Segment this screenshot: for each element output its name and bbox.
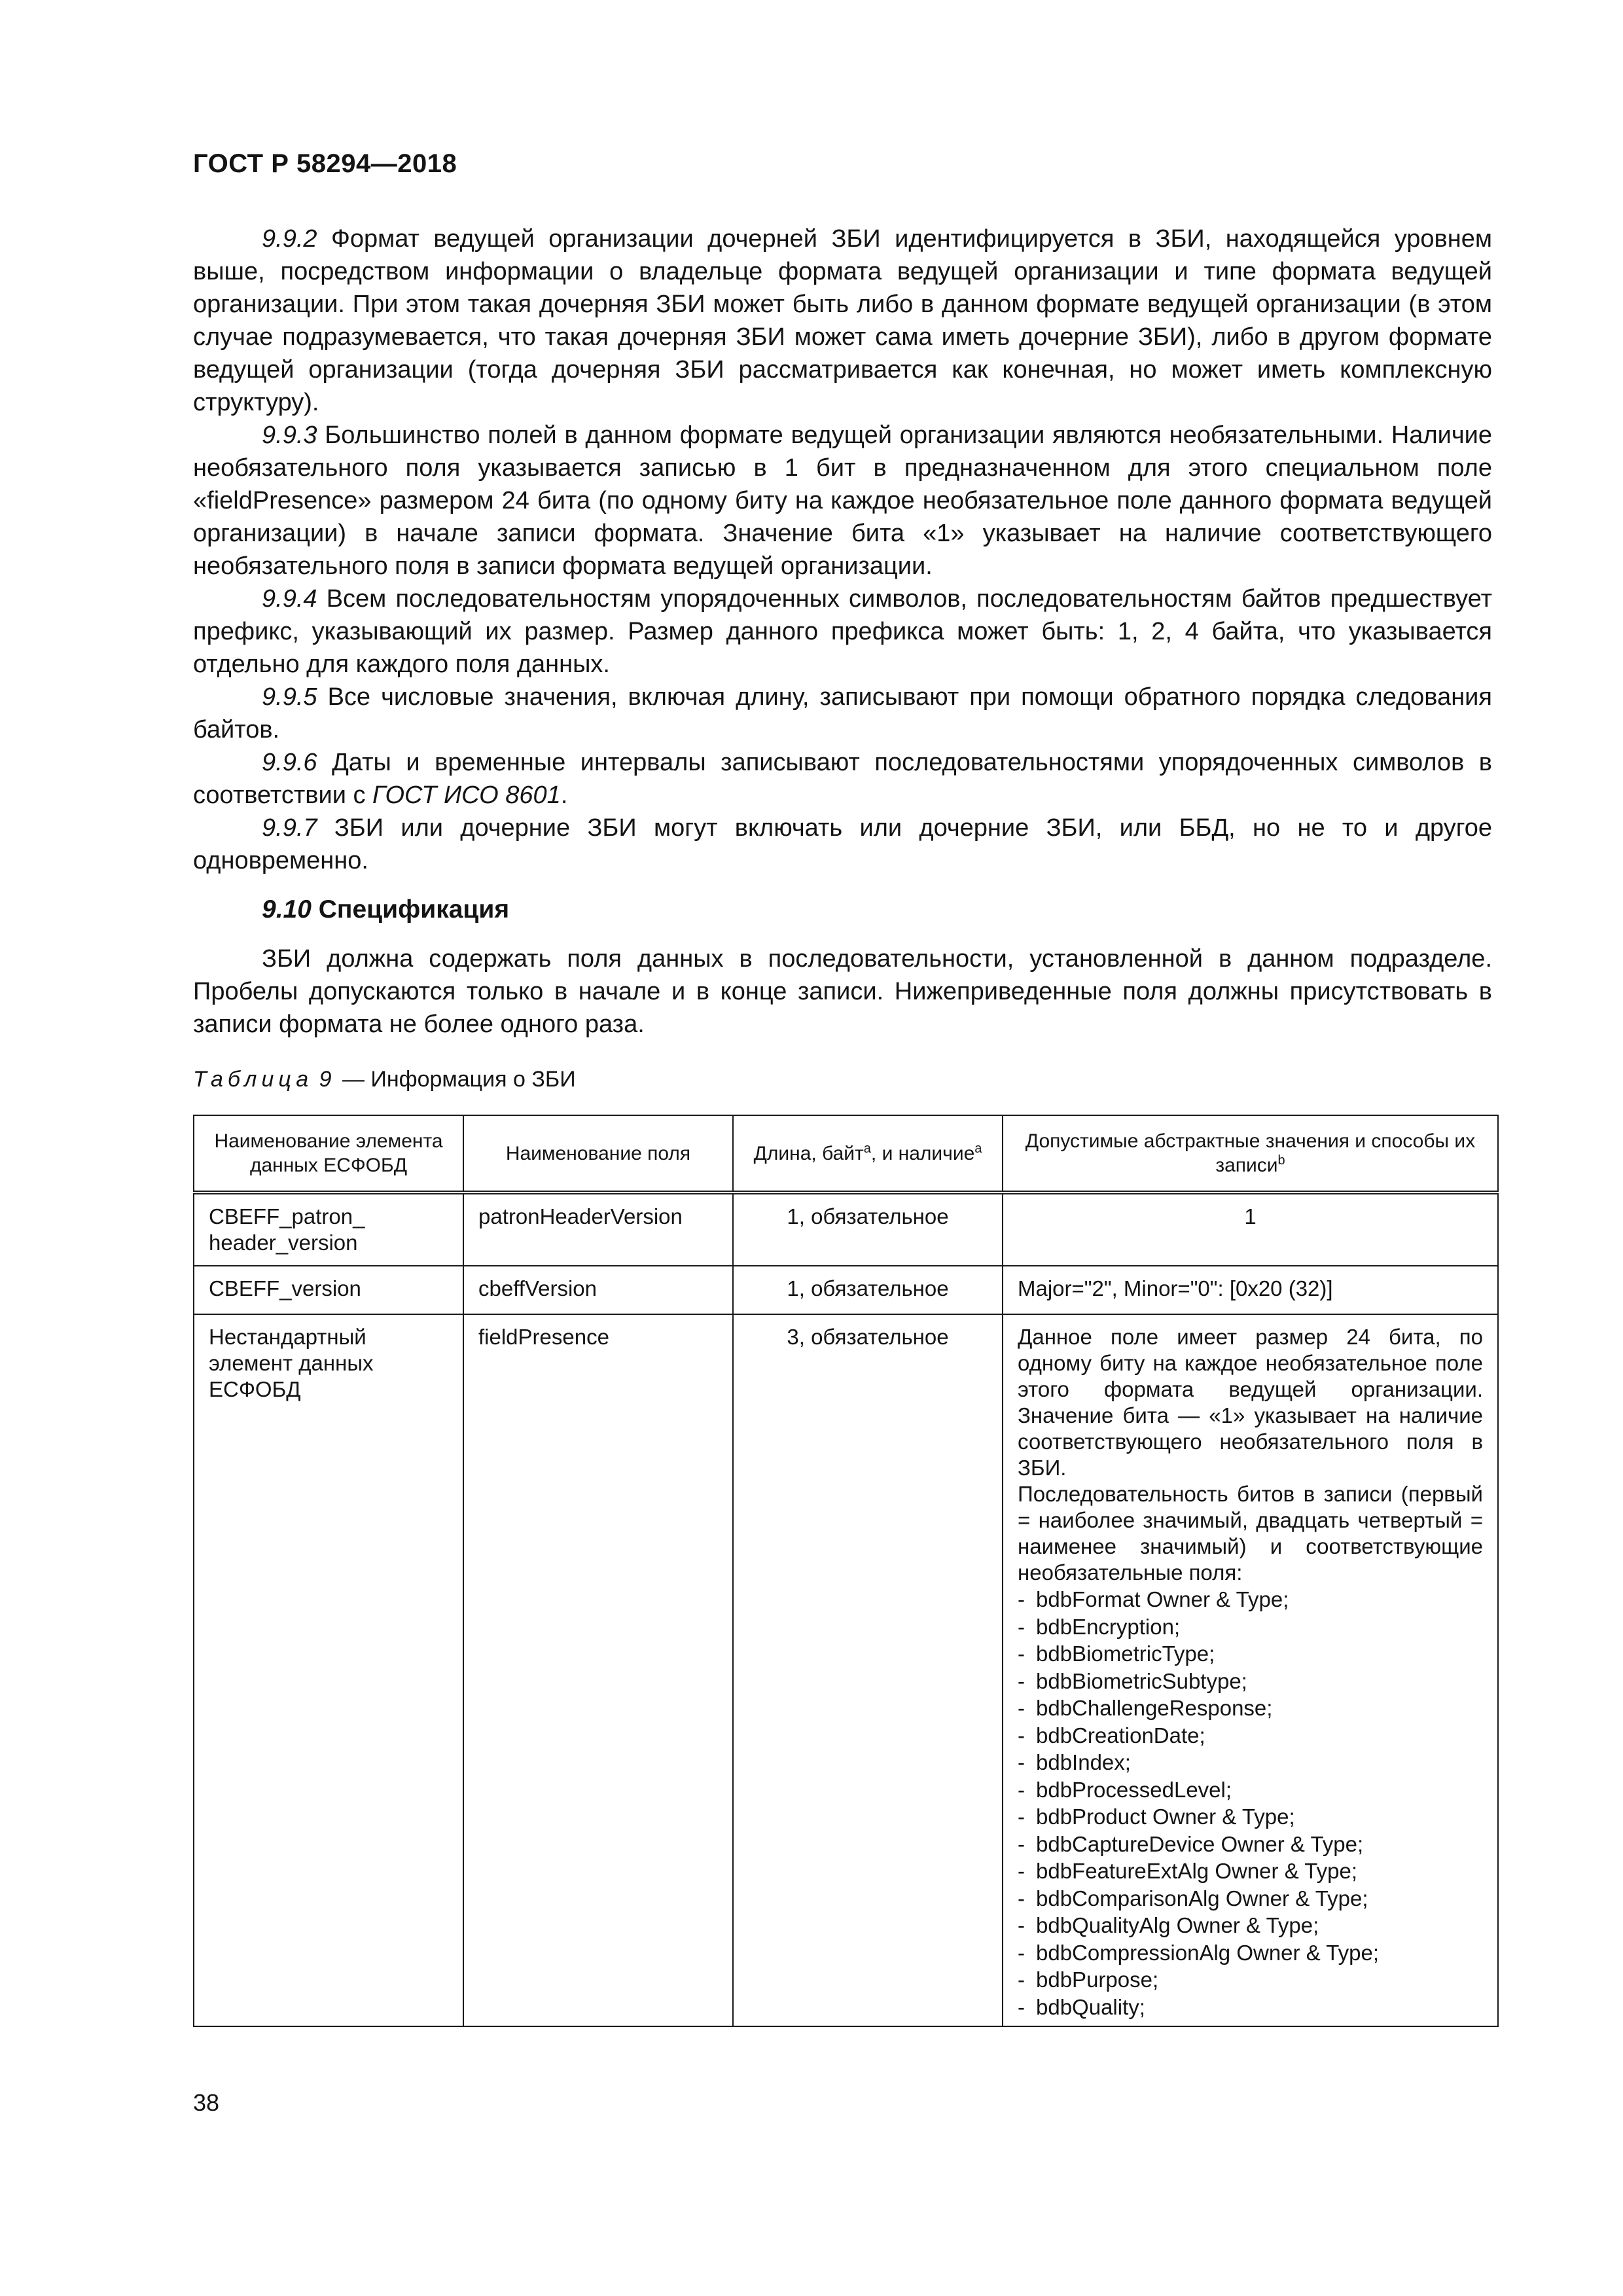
- header-values-text: Допустимые абстрактные значения и способы их записи: [1025, 1130, 1476, 1176]
- cell-element: CBEFF_version: [194, 1266, 463, 1314]
- paragraph-9-9-6: [193, 746, 1492, 812]
- section-number: 9.10: [262, 895, 312, 924]
- info-table: [193, 1115, 1499, 2027]
- clause-number: 9.9.4: [262, 585, 317, 613]
- cell-field: fieldPresence: [463, 1314, 733, 2026]
- list-item: - bdbPurpose;: [1018, 1966, 1483, 1994]
- list-item: - bdbFeatureExtAlg Owner & Type;: [1018, 1857, 1483, 1885]
- cell-field: patronHeaderVersion: [463, 1193, 733, 1266]
- header-values: [1003, 1115, 1498, 1193]
- cell-values: [1003, 1314, 1498, 2026]
- cell-values: Major="2", Minor="0": [0x20 (32)]: [1003, 1266, 1498, 1314]
- section-title-text: Спецификация: [311, 895, 510, 924]
- list-item: - bdbBiometricType;: [1018, 1640, 1483, 1668]
- table-caption-title: — Информация о ЗБИ: [336, 1067, 576, 1092]
- header-length-text-2: , и наличие: [870, 1142, 975, 1164]
- paragraph-9-9-5: [193, 681, 1492, 746]
- clause-text: Даты и временные интервалы записывают последовательностями упорядоченных символов в соответствии с: [193, 749, 1492, 809]
- cell-values: 1: [1003, 1193, 1498, 1266]
- footnote-marker: a: [863, 1141, 871, 1156]
- paragraph-9-9-2: [193, 223, 1492, 419]
- paragraph-9-9-7: [193, 812, 1492, 877]
- clause-text: ЗБИ или дочерние ЗБИ могут включать или дочерние ЗБИ, или ББД, но не то и другое одновременно.: [193, 814, 1492, 874]
- clause-number: 9.9.5: [262, 683, 317, 711]
- header-field-name: Наименование поля: [463, 1115, 733, 1193]
- list-item: - bdbIndex;: [1018, 1749, 1483, 1776]
- header-element-name: Наименование элемента данных ЕСФОБД: [194, 1115, 463, 1193]
- list-item: - bdbProduct Owner & Type;: [1018, 1803, 1483, 1831]
- footnote-marker: b: [1277, 1153, 1285, 1168]
- list-item: - bdbComparisonAlg Owner & Type;: [1018, 1885, 1483, 1912]
- cell-field: cbeffVersion: [463, 1266, 733, 1314]
- header-length: [733, 1115, 1003, 1193]
- table-header-row: [194, 1115, 1498, 1193]
- clause-text-tail: .: [560, 781, 568, 809]
- list-item: - bdbFormat Owner & Type;: [1018, 1586, 1483, 1613]
- list-item: - bdbProcessedLevel;: [1018, 1776, 1483, 1804]
- table-caption: [193, 1067, 576, 1092]
- paragraph-9-9-3: [193, 419, 1492, 583]
- optional-fields-list: [1018, 1586, 1483, 2020]
- section-title: [262, 895, 509, 924]
- footnote-marker: a: [974, 1141, 982, 1156]
- table-row: [194, 1266, 1498, 1314]
- body-text: [193, 223, 1492, 877]
- list-item: - bdbQualityAlg Owner & Type;: [1018, 1912, 1483, 1939]
- cell-length: 1, обязательное: [733, 1266, 1003, 1314]
- clause-text: Большинство полей в данном формате ведущей организации являются необязательными. Наличие необязательного поля указывается записью в 1 бит в предназначенном для этого специальном поле «fieldPresence» размером 24 бита (по одному биту на каждое необязательное поле данного формата ведущей организации) в начале записи формата. Значение бита «1» указывает на наличие соответствующего необязательного поля в записи формата ведущей организации.: [193, 422, 1492, 580]
- section-paragraph: ЗБИ должна содержать поля данных в последовательности, установленной в данном подразделе. Пробелы допускаются только в начале и в конце записи. Нижеприведенные поля должны присутствовать в записи формата не более одного раза.: [193, 945, 1492, 1038]
- standard-reference: ГОСТ ИСО 8601: [372, 781, 561, 809]
- clause-number: 9.9.3: [262, 422, 317, 449]
- clause-text: Все числовые значения, включая длину, записывают при помощи обратного порядка следования байтов.: [193, 683, 1492, 744]
- list-item: - bdbQuality;: [1018, 1994, 1483, 2021]
- header-length-text: Длина, байт: [753, 1142, 864, 1164]
- table-row: [194, 1314, 1498, 2026]
- paragraph-9-9-4: [193, 583, 1492, 681]
- clause-number: 9.9.6: [262, 749, 317, 776]
- list-item: - bdbBiometricSubtype;: [1018, 1668, 1483, 1695]
- page-number: 38: [193, 2089, 220, 2116]
- list-item: - bdbCreationDate;: [1018, 1722, 1483, 1749]
- list-item: - bdbCompressionAlg Owner & Type;: [1018, 1939, 1483, 1967]
- cell-length: 1, обязательное: [733, 1193, 1003, 1266]
- table-caption-number: 9: [319, 1067, 336, 1092]
- clause-number: 9.9.2: [262, 225, 317, 253]
- table-caption-word: Таблица: [193, 1067, 313, 1092]
- list-item: - bdbChallengeResponse;: [1018, 1695, 1483, 1722]
- document-header: ГОСТ Р 58294—2018: [193, 149, 457, 178]
- cell-length: 3, обязательное: [733, 1314, 1003, 2026]
- section-body: [193, 942, 1492, 1041]
- cell-element: CBEFF_patron_ header_version: [194, 1193, 463, 1266]
- list-item: - bdbEncryption;: [1018, 1613, 1483, 1641]
- table-row: [194, 1193, 1498, 1266]
- list-item: - bdbCaptureDevice Owner & Type;: [1018, 1831, 1483, 1858]
- clause-number: 9.9.7: [262, 814, 317, 842]
- clause-text: Всем последовательностям упорядоченных символов, последовательностям байтов предшествует префикс, указывающий их размер. Размер данного префикса может быть: 1, 2, 4 байта, что указывается отдельно для каждого поля данных.: [193, 585, 1492, 678]
- clause-text: Формат ведущей организации дочерней ЗБИ идентифицируется в ЗБИ, находящейся уровнем выше, посредством информации о владельце формата ведущей организации и типе формата ведущей организации. При этом такая дочерняя ЗБИ может быть либо в данном формате ведущей организации (в этом случае подразумевается, что такая дочерняя ЗБИ может сама иметь дочерние ЗБИ), либо в другом формате ведущей организации (тогда дочерняя ЗБИ рассматривается как конечная, но может иметь комплексную структуру).: [193, 225, 1492, 416]
- cell-element: Нестандартный элемент данных ЕСФОБД: [194, 1314, 463, 2026]
- values-intro: Данное поле имеет размер 24 бита, по одному биту на каждое необязательное поле этого формата ведущей организации. Значение бита — «1» указывает на наличие соответствующего необязательного поля в ЗБИ.: [1018, 1325, 1483, 1480]
- values-order: Последовательность битов в записи (первый = наиболее значимый, двадцать четвертый = наименее значимый) и соответствующие необязательные поля:: [1018, 1482, 1483, 1585]
